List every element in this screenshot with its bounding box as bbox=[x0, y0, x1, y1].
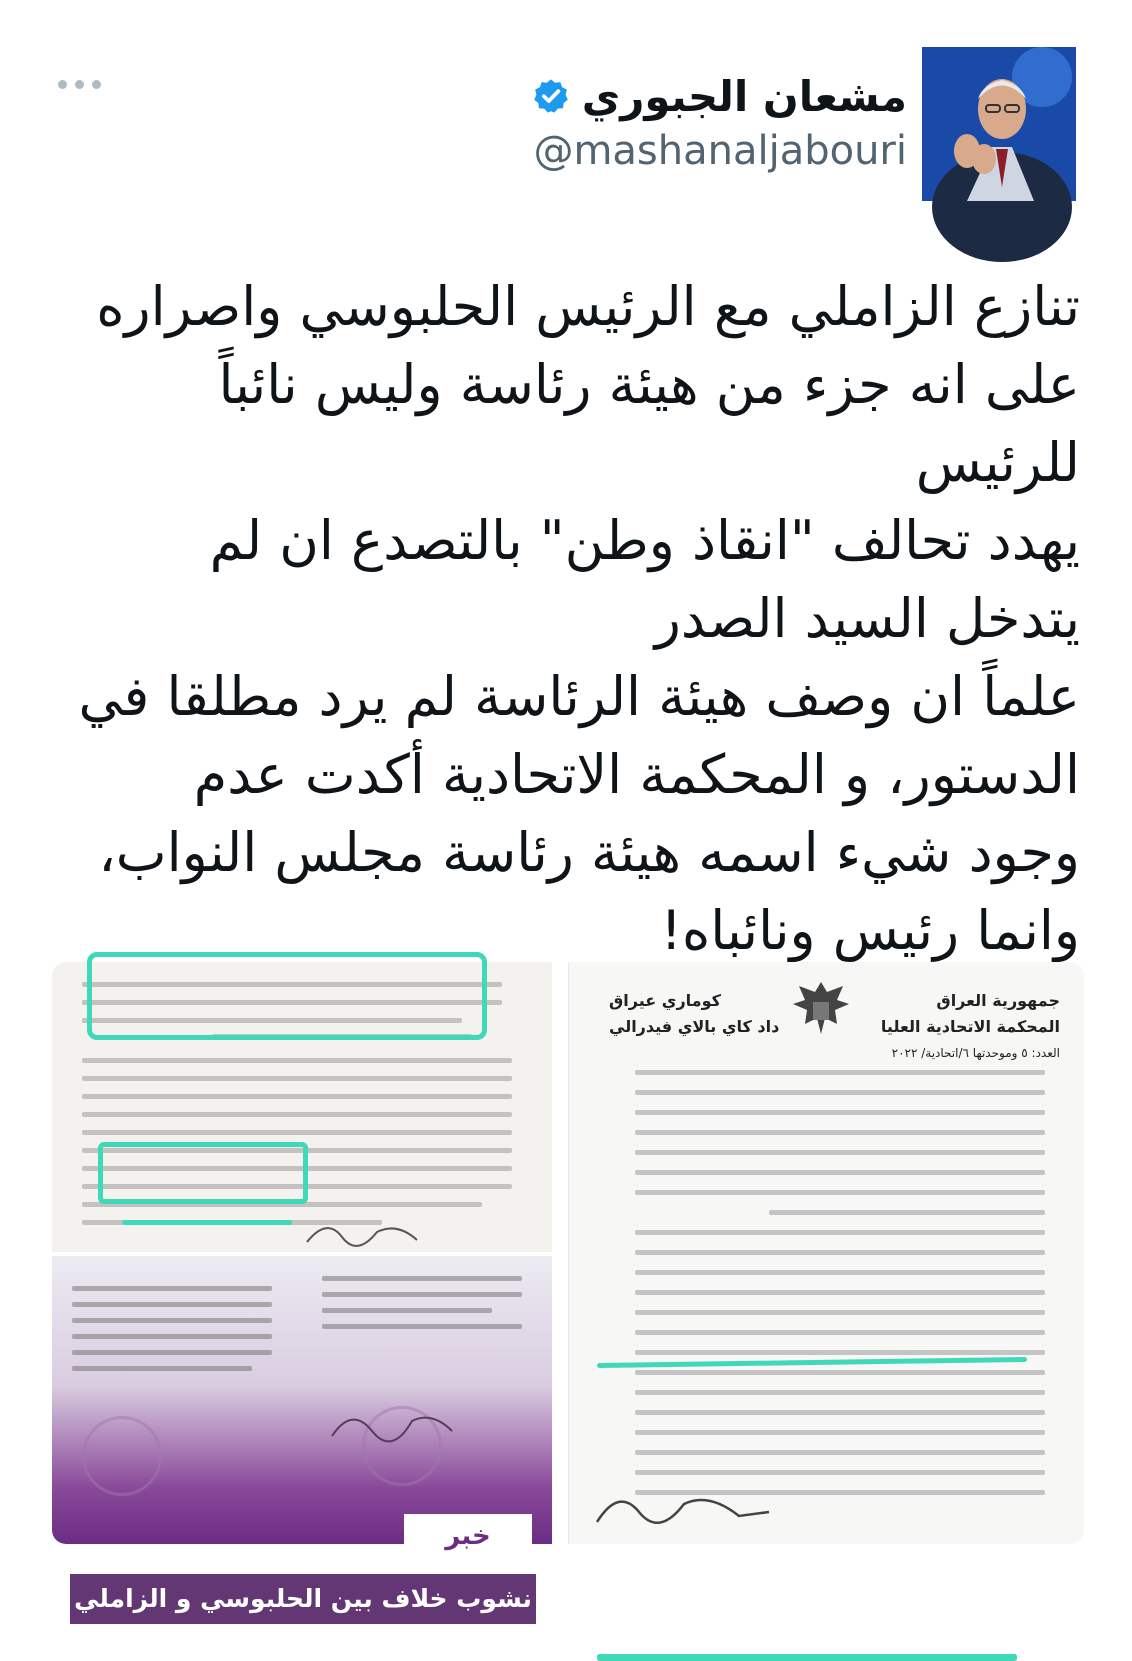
tweet-paragraph-1: تنازع الزاملي مع الرئيس الحلبوسي واصراره على انه جزء من هيئة رئاسة وليس نائباً للرئيس يهدد تحالف "انقاذ وطن" بالتصدع ان لم يتدخل السيد الصدر bbox=[96, 275, 1080, 650]
news-banner: نشوب خلاف بين الحلبوسي و الزاملي bbox=[70, 1574, 536, 1624]
media-image-document-excerpt[interactable] bbox=[52, 962, 552, 1252]
highlight-box bbox=[87, 952, 487, 1040]
tweet-header bbox=[0, 0, 1132, 230]
highlight-underline bbox=[597, 1357, 1027, 1368]
dot-icon bbox=[58, 80, 67, 89]
seal-stamp-icon bbox=[82, 1416, 162, 1496]
author-handle[interactable]: @mashanaljabouri bbox=[533, 128, 907, 174]
profile-photo-icon bbox=[922, 47, 1076, 201]
dot-icon bbox=[75, 80, 84, 89]
highlight-underline bbox=[122, 1220, 292, 1225]
verified-badge-icon bbox=[532, 77, 570, 115]
author-display-name[interactable]: مشعان الجبوري bbox=[581, 71, 907, 121]
highlight-box bbox=[98, 1142, 308, 1204]
news-tag: خبر bbox=[404, 1514, 532, 1558]
tweet-media[interactable] bbox=[52, 962, 1084, 1613]
dot-icon bbox=[92, 80, 101, 89]
author-name-row[interactable] bbox=[532, 66, 907, 126]
tweet-paragraph-2: علماً ان وصف هيئة الرئاسة لم يرد مطلقا في الدستور، و المحكمة الاتحادية أكدت عدم وجود شيء اسمه هيئة رئاسة مجلس النواب، وانما رئيس ونائباه! bbox=[78, 665, 1080, 962]
media-image-court-document[interactable] bbox=[568, 962, 1084, 1544]
author-avatar[interactable] bbox=[922, 47, 1076, 201]
tweet-text bbox=[50, 268, 1080, 970]
signature-icon bbox=[322, 1396, 462, 1456]
more-options-icon[interactable] bbox=[58, 80, 101, 89]
signature-icon bbox=[589, 1482, 779, 1538]
media-image-news-card[interactable] bbox=[52, 1256, 552, 1613]
document-header-left: كوماري عيراق داد كاي بالاي فيدرالي bbox=[609, 991, 780, 1036]
document-header-right: جمهورية العراق المحكمة الاتحادية العليا العدد: ٥ وموحدتها ٦/اتحادية/ ٢٠٢٢ bbox=[880, 991, 1060, 1060]
highlight-underline bbox=[597, 1656, 1017, 1661]
signature-icon bbox=[302, 1212, 422, 1252]
